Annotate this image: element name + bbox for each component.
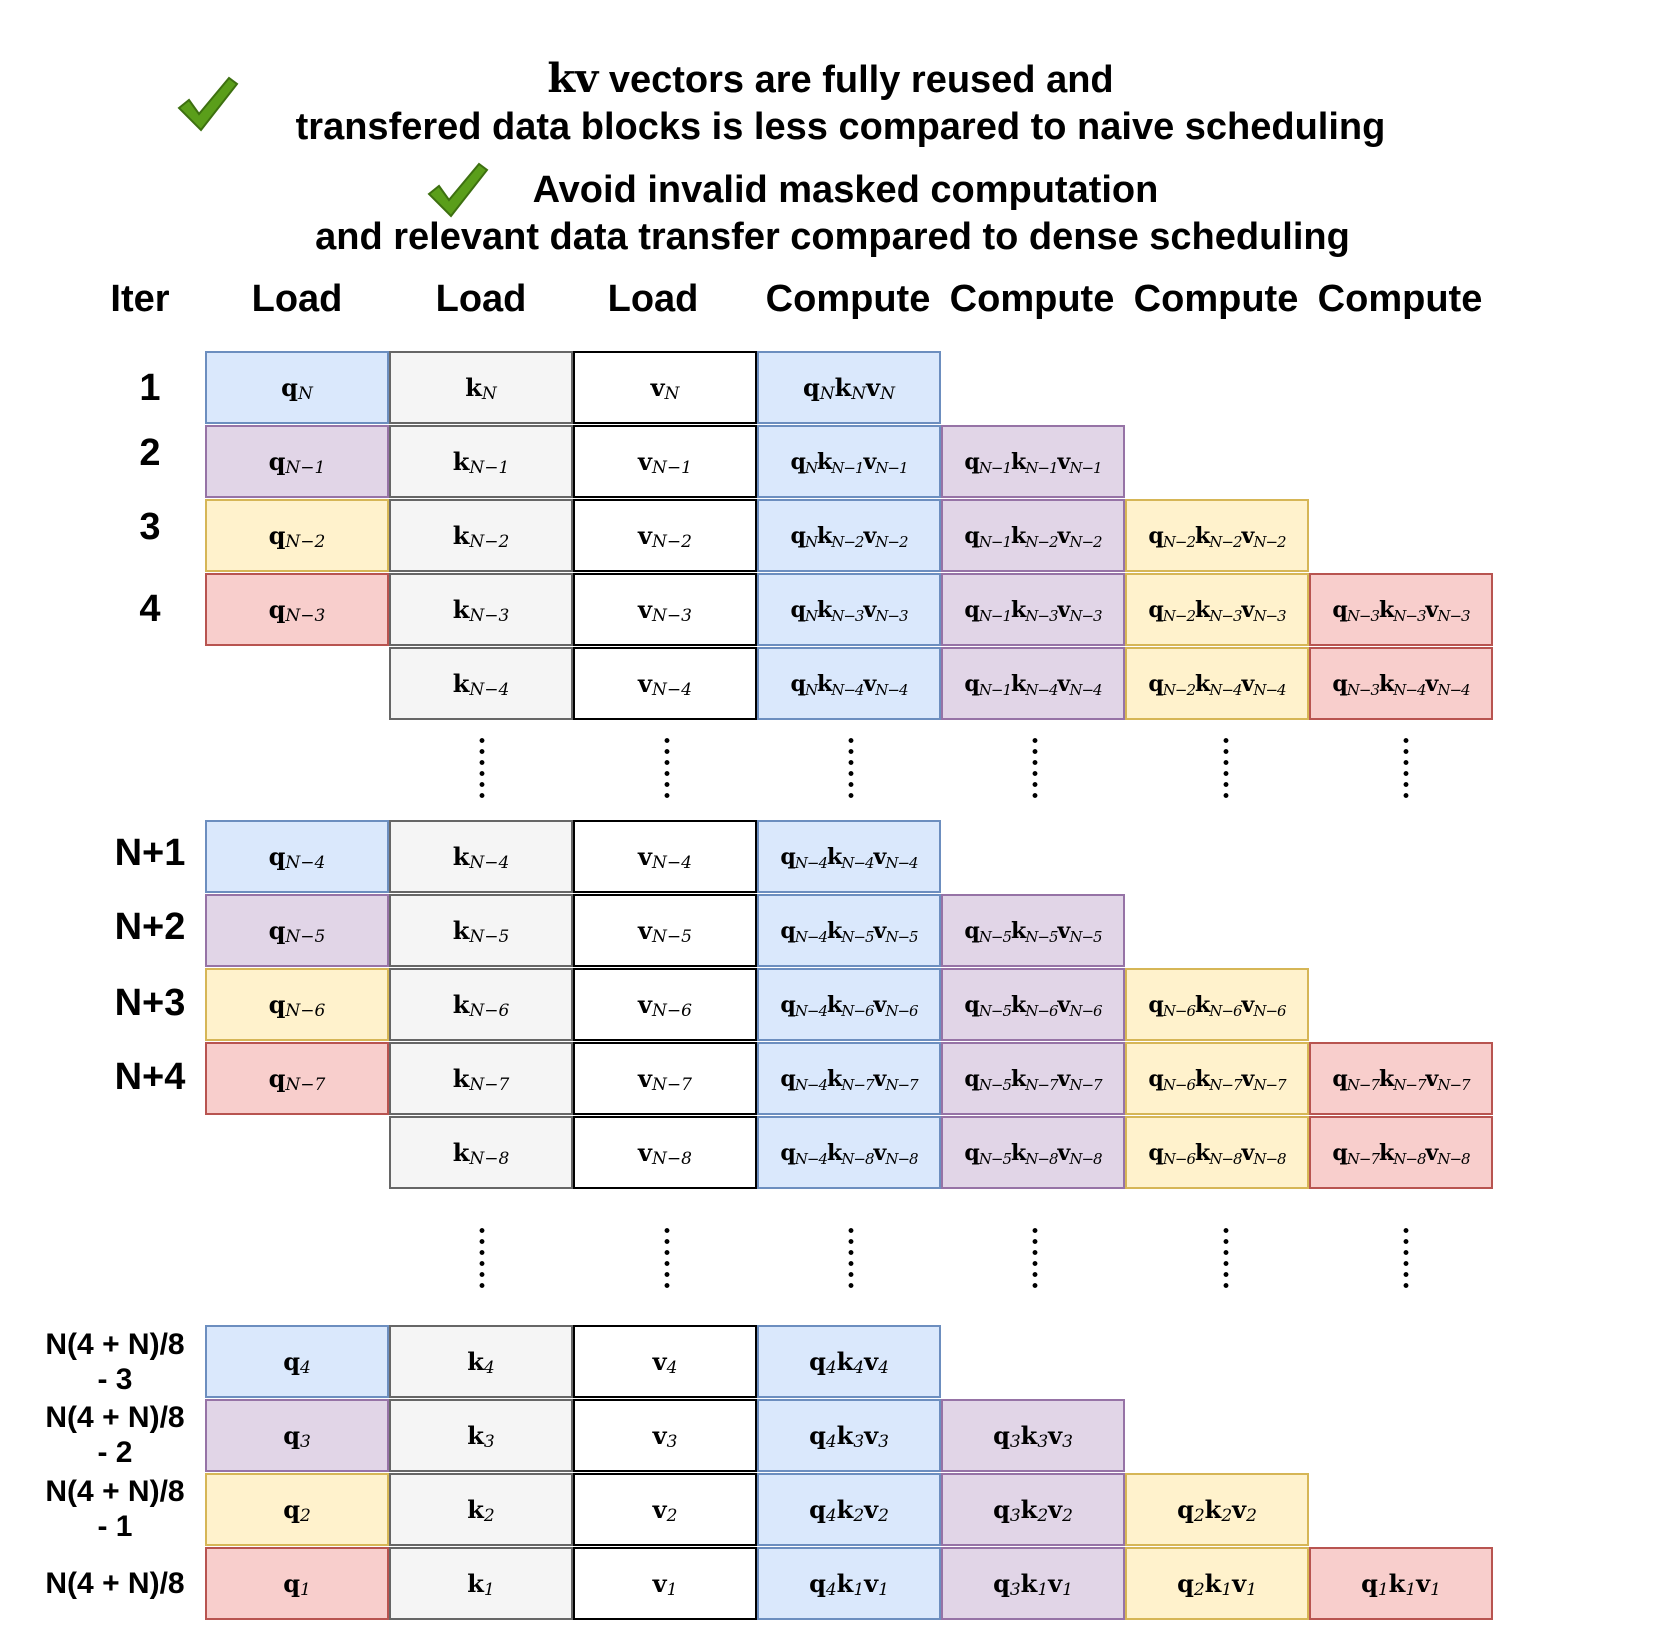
- v-block: v N−1: [573, 425, 757, 498]
- vertical-ellipsis-icon: [664, 735, 670, 801]
- k-block: k N−7: [389, 1042, 573, 1115]
- compute-block: q N−1 k N−2 v N−2: [941, 499, 1125, 572]
- q-block: q N: [205, 351, 389, 424]
- compute-block: q N−4 k N−5 v N−5: [757, 894, 941, 967]
- k-block: k N−6: [389, 968, 573, 1041]
- k-block: k N−4: [389, 820, 573, 893]
- compute-block: q N k N−1 v N−1: [757, 425, 941, 498]
- compute-block: q N−7 k N−7 v N−7: [1309, 1042, 1493, 1115]
- kv-symbol: kv: [547, 55, 599, 102]
- v-block: v N−5: [573, 894, 757, 967]
- k-block: k N−5: [389, 894, 573, 967]
- q-block: q 1: [205, 1547, 389, 1620]
- iteration-label: 1: [139, 367, 161, 409]
- compute-block: q N k N−3 v N−3: [757, 573, 941, 646]
- iteration-label: N(4 + N)/8 - 3: [45, 1328, 185, 1396]
- vertical-ellipsis-icon: [1223, 1225, 1229, 1291]
- vertical-ellipsis-icon: [479, 1225, 485, 1291]
- iteration-label: N(4 + N)/8: [45, 1567, 185, 1600]
- q-block: q N−6: [205, 968, 389, 1041]
- compute-block: q 2 k 2 v 2: [1125, 1473, 1309, 1546]
- vertical-ellipsis-icon: [664, 1225, 670, 1291]
- k-block: k 3: [389, 1399, 573, 1472]
- note-line-4: and relevant data transfer compared to dense scheduling: [315, 216, 1350, 258]
- iteration-label: 2: [139, 432, 161, 474]
- q-block: q N−7: [205, 1042, 389, 1115]
- vertical-ellipsis-icon: [1403, 1225, 1409, 1291]
- compute-block: q N−2 k N−3 v N−3: [1125, 573, 1309, 646]
- compute-block: q N−3 k N−4 v N−4: [1309, 647, 1493, 720]
- compute-block: q 2 k 1 v 1: [1125, 1547, 1309, 1620]
- q-block: q N−5: [205, 894, 389, 967]
- vertical-ellipsis-icon: [1223, 735, 1229, 801]
- v-block: v N−4: [573, 820, 757, 893]
- v-block: v N−6: [573, 968, 757, 1041]
- vertical-ellipsis-icon: [848, 735, 854, 801]
- v-block: v 4: [573, 1325, 757, 1398]
- k-block: k N−4: [389, 647, 573, 720]
- compute-block: q N−6 k N−6 v N−6: [1125, 968, 1309, 1041]
- vertical-ellipsis-icon: [1403, 735, 1409, 801]
- k-block: k N−3: [389, 573, 573, 646]
- note-line-3: Avoid invalid masked computation: [532, 169, 1159, 211]
- q-block: q N−2: [205, 499, 389, 572]
- compute-block: q 1 k 1 v 1: [1309, 1547, 1493, 1620]
- compute-block: q 3 k 1 v 1: [941, 1547, 1125, 1620]
- compute-block: q N−5 k N−7 v N−7: [941, 1042, 1125, 1115]
- compute-block: q 4 k 2 v 2: [757, 1473, 941, 1546]
- vertical-ellipsis-icon: [1032, 735, 1038, 801]
- compute-block: q N−6 k N−8 v N−8: [1125, 1116, 1309, 1189]
- compute-block: q N−4 k N−7 v N−7: [757, 1042, 941, 1115]
- v-block: v 1: [573, 1547, 757, 1620]
- compute-block: q N−4 k N−8 v N−8: [757, 1116, 941, 1189]
- v-block: v N−2: [573, 499, 757, 572]
- vertical-ellipsis-icon: [1032, 1225, 1038, 1291]
- compute-block: q N k N−4 v N−4: [757, 647, 941, 720]
- header-compute-3: Compute: [1133, 278, 1299, 320]
- iteration-label: 4: [139, 588, 161, 630]
- header-iter: Iter: [110, 278, 170, 320]
- note-line-2: transfered data blocks is less compared to naive scheduling: [295, 106, 1386, 148]
- compute-block: q N k N v N: [757, 351, 941, 424]
- q-block: q N−3: [205, 573, 389, 646]
- compute-block: q N−5 k N−8 v N−8: [941, 1116, 1125, 1189]
- compute-block: q N−1 k N−4 v N−4: [941, 647, 1125, 720]
- iteration-label: N(4 + N)/8 - 2: [45, 1401, 185, 1469]
- compute-block: q 4 k 3 v 3: [757, 1399, 941, 1472]
- iteration-label: N+3: [114, 982, 186, 1024]
- vertical-ellipsis-icon: [479, 735, 485, 801]
- iteration-label: N+4: [114, 1056, 186, 1098]
- note-line-1: kv vectors are fully reused and: [547, 55, 1114, 102]
- q-block: q N−1: [205, 425, 389, 498]
- q-block: q 2: [205, 1473, 389, 1546]
- compute-block: q N−4 k N−4 v N−4: [757, 820, 941, 893]
- iteration-label: 3: [139, 506, 161, 548]
- k-block: k N−2: [389, 499, 573, 572]
- compute-block: q 3 k 2 v 2: [941, 1473, 1125, 1546]
- v-block: v N−4: [573, 647, 757, 720]
- iteration-label: N+1: [114, 832, 186, 874]
- compute-block: q N−4 k N−6 v N−6: [757, 968, 941, 1041]
- compute-block: q N k N−2 v N−2: [757, 499, 941, 572]
- compute-block: q 4 k 4 v 4: [757, 1325, 941, 1398]
- k-block: k N: [389, 351, 573, 424]
- v-block: v N−7: [573, 1042, 757, 1115]
- k-block: k N−8: [389, 1116, 573, 1189]
- header-load-k: Load: [435, 278, 527, 320]
- compute-block: q N−1 k N−3 v N−3: [941, 573, 1125, 646]
- header-compute-4: Compute: [1317, 278, 1483, 320]
- compute-block: q N−3 k N−3 v N−3: [1309, 573, 1493, 646]
- compute-block: q 4 k 1 v 1: [757, 1547, 941, 1620]
- compute-block: q N−5 k N−5 v N−5: [941, 894, 1125, 967]
- k-block: k N−1: [389, 425, 573, 498]
- v-block: v N−3: [573, 573, 757, 646]
- header-load-v: Load: [607, 278, 699, 320]
- compute-block: q N−2 k N−2 v N−2: [1125, 499, 1309, 572]
- header-compute-1: Compute: [765, 278, 931, 320]
- compute-block: q N−2 k N−4 v N−4: [1125, 647, 1309, 720]
- v-block: v 3: [573, 1399, 757, 1472]
- v-block: v N: [573, 351, 757, 424]
- k-block: k 2: [389, 1473, 573, 1546]
- header-load-q: Load: [251, 278, 343, 320]
- iteration-label: N(4 + N)/8 - 1: [45, 1475, 185, 1543]
- v-block: v 2: [573, 1473, 757, 1546]
- k-block: k 1: [389, 1547, 573, 1620]
- compute-block: q N−5 k N−6 v N−6: [941, 968, 1125, 1041]
- v-block: v N−8: [573, 1116, 757, 1189]
- compute-block: q N−7 k N−8 v N−8: [1309, 1116, 1493, 1189]
- compute-block: q N−1 k N−1 v N−1: [941, 425, 1125, 498]
- q-block: q 4: [205, 1325, 389, 1398]
- header-compute-2: Compute: [949, 278, 1115, 320]
- q-block: q N−4: [205, 820, 389, 893]
- iteration-label: N+2: [114, 906, 186, 948]
- k-block: k 4: [389, 1325, 573, 1398]
- vertical-ellipsis-icon: [848, 1225, 854, 1291]
- q-block: q 3: [205, 1399, 389, 1472]
- compute-block: q 3 k 3 v 3: [941, 1399, 1125, 1472]
- compute-block: q N−6 k N−7 v N−7: [1125, 1042, 1309, 1115]
